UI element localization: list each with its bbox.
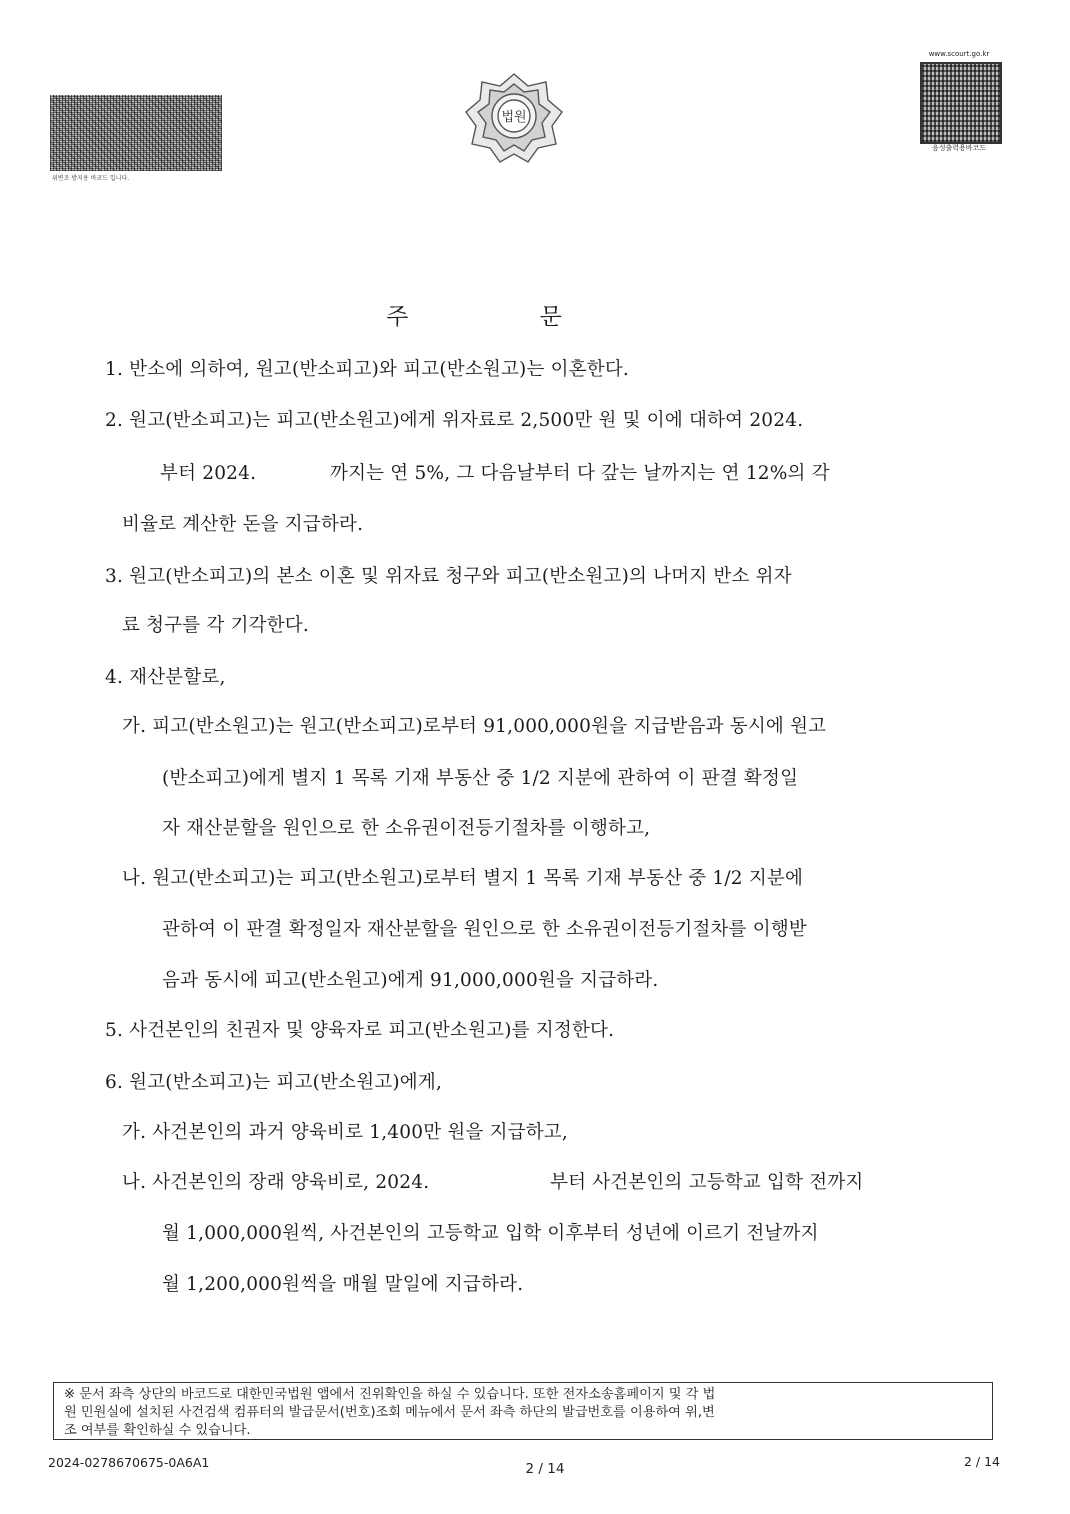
order-item-2-line2b: 까지는 연 5%, 그 다음날부터 다 갚는 날까지는 연 12%의 각 bbox=[330, 463, 830, 484]
order-item-6-ga: 가. 사건본인의 과거 양육비로 1,400만 원을 지급하고, bbox=[122, 1122, 568, 1143]
page-number-right: 2 / 14 bbox=[963, 1454, 1000, 1469]
qr-caption: 음성출력용바코드 bbox=[931, 144, 987, 152]
order-item-4-na-line3: 음과 동시에 피고(반소원고)에게 91,000,000원을 지급하라. bbox=[162, 970, 659, 991]
order-item-6-na-line3: 월 1,200,000원씩을 매월 말일에 지급하라. bbox=[162, 1274, 524, 1295]
court-url: www.scourt.go.kr bbox=[928, 50, 990, 58]
notice-line-3: 조 여부를 확인하실 수 있습니다. bbox=[64, 1423, 251, 1438]
order-item-2 bbox=[105, 406, 893, 432]
order-item-4-ga: 가. 피고(반소원고)는 원고(반소피고)로부터 91,000,000원을 지급받음과 동시에 원고 bbox=[122, 716, 827, 737]
issue-number: 2024-0278670675-0A6A1 bbox=[48, 1455, 210, 1470]
order-item-1: 1. 반소에 의하여, 원고(반소피고)와 피고(반소원고)는 이혼한다. bbox=[105, 359, 629, 380]
page-number-center: 2 / 14 bbox=[525, 1461, 565, 1477]
order-item-5: 5. 사건본인의 친권자 및 양육자로 피고(반소원고)를 지정한다. bbox=[105, 1020, 615, 1041]
order-item-6-na-a: 나. 사건본인의 장래 양육비로, 2024. bbox=[122, 1172, 430, 1193]
order-item-4-na-line2: 관하여 이 판결 확정일자 재산분할을 원인으로 한 소유권이전등기절차를 이행받 bbox=[162, 919, 807, 940]
order-item-2-line3: 비율로 계산한 돈을 지급하라. bbox=[122, 514, 364, 535]
audio-barcode bbox=[920, 62, 1002, 144]
emblem-text: 법원 bbox=[501, 110, 527, 125]
authenticity-barcode bbox=[50, 95, 222, 171]
order-item-6-na-line2: 월 1,000,000원씩, 사건본인의 고등학교 입학 이후부터 성년에 이르기 전날까지 bbox=[162, 1223, 819, 1244]
barcode-caption: 위변조 방지용 바코드 입니다. bbox=[52, 175, 130, 182]
order-item-4-ga-line3: 자 재산분할을 원인으로 한 소유권이전등기절차를 이행하고, bbox=[162, 818, 651, 839]
order-item-3: 3. 원고(반소피고)의 본소 이혼 및 위자료 청구와 피고(반소원고)의 나머지 반소 위자 bbox=[105, 566, 792, 587]
order-item-6: 6. 원고(반소피고)는 피고(반소원고)에게, bbox=[105, 1072, 443, 1093]
order-item-4-ga-line2: (반소피고)에게 별지 1 목록 기재 부동산 중 1/2 지분에 관하여 이 판결 확정일 bbox=[162, 768, 799, 789]
notice-line-2: 원 민원실에 설치된 사건검색 컴퓨터의 발급문서(번호)조회 메뉴에서 문서 좌측 하단의 발급번호를 이용하여 위,변 bbox=[64, 1405, 715, 1420]
court-emblem bbox=[462, 70, 566, 166]
order-item-2-line2a: 부터 2024. bbox=[160, 463, 257, 484]
verification-notice bbox=[53, 1382, 993, 1440]
order-item-4-na: 나. 원고(반소피고)는 피고(반소원고)로부터 별지 1 목록 기재 부동산 중 1/2 지분에 bbox=[122, 868, 804, 889]
order-item-2-text: 2. 원고(반소피고)는 피고(반소원고)에게 위자료로 2,500만 원 및 이에 대하여 2024. bbox=[105, 410, 804, 431]
notice-line-1: ※ 문서 좌측 상단의 바코드로 대한민국법원 앱에서 진위확인을 하실 수 있습니다. 또한 전자소송홈페이지 및 각 법 bbox=[64, 1387, 716, 1402]
page-title: 주 문 bbox=[386, 304, 624, 330]
order-item-3-line2: 료 청구를 각 기각한다. bbox=[122, 615, 309, 636]
order-item-6-na-b: 부터 사건본인의 고등학교 입학 전까지 bbox=[550, 1172, 864, 1193]
order-item-4: 4. 재산분할로, bbox=[105, 667, 226, 688]
